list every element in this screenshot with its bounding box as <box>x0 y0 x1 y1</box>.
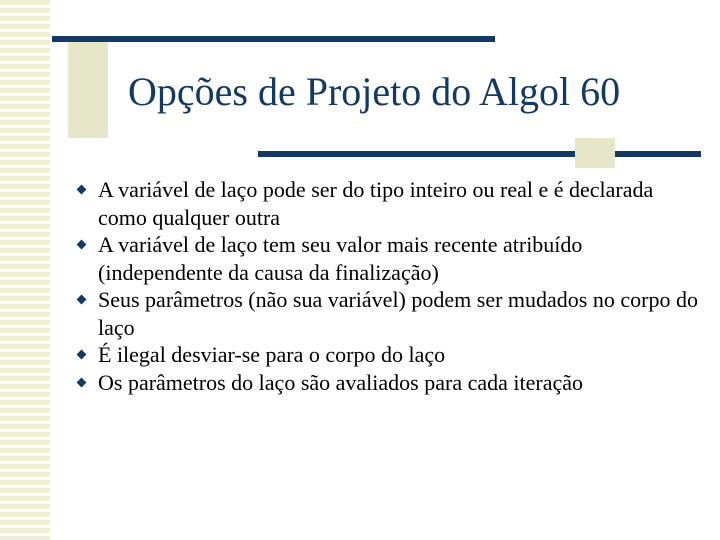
title-bottom-rule <box>258 151 701 157</box>
diamond-bullet-icon <box>77 185 87 195</box>
diamond-bullet-icon <box>77 295 87 305</box>
title-accent-block <box>68 40 108 138</box>
bullet-item <box>76 231 706 286</box>
title-accent-block-right <box>575 138 615 168</box>
diamond-bullet-icon <box>77 350 87 360</box>
title-top-rule <box>52 36 495 42</box>
page-title: Opções de Projeto do Algol 60 <box>128 69 621 114</box>
bullet-list <box>76 176 706 396</box>
diamond-bullet-icon <box>77 240 87 250</box>
bullet-text: É ilegal desviar-se para o corpo do laço <box>98 342 446 367</box>
bullet-text: Os parâmetros do laço são avaliados para cada iteração <box>98 369 583 395</box>
bullet-item <box>76 369 706 397</box>
bullet-item <box>76 286 706 341</box>
diamond-bullet-icon <box>77 377 87 387</box>
bullet-text: A variável de laço tem seu valor mais recente atribuído (independente da causa da finalização) <box>98 232 583 285</box>
bullet-item <box>76 176 706 231</box>
bullet-text: Seus parâmetros (não sua variável) podem ser mudados no corpo do laço <box>98 287 698 340</box>
bullet-text: A variável de laço pode ser do tipo inteiro ou real e é declarada como qualquer outra <box>98 177 654 230</box>
decorative-stripe-strip <box>0 0 50 540</box>
bullet-item <box>76 341 706 369</box>
